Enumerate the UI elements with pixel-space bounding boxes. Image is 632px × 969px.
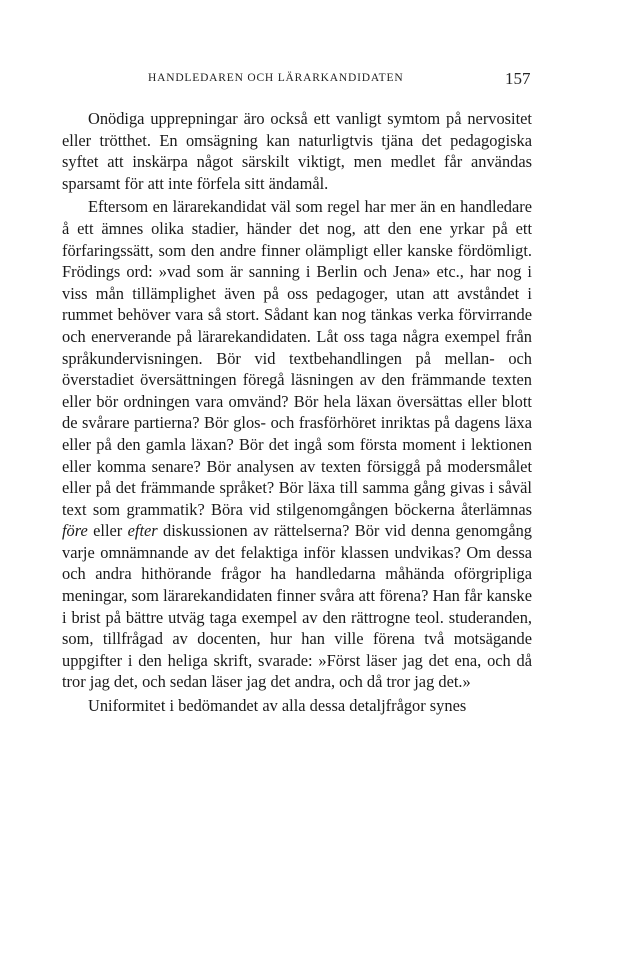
paragraph-text: eller [87, 521, 128, 541]
italic-word: efter [127, 521, 158, 541]
paragraph [62, 196, 532, 693]
page-number: 157 [505, 69, 531, 88]
paragraph-text: diskussionen av rättelserna? Bör vid denna genomgång varje omnämnande av det felaktiga inför klassen undvikas? Om dessa och andra hithörande frågor ha handledarna måhända oförgripliga meningar, som lärarekandidaten finner svåra att förena? Han får kanske i brist på bättre utväg taga exempel av den rättrogne teol. studeranden, som, tillfrågad av docenten, hur han ville förena två motsägande uppgifter i den heliga skrift, svarade: »Först läser jag det ena, och då tror jag det, och sedan läser jag det andra, och då tror jag det.» [62, 521, 533, 692]
paragraph-text: Onödiga upprepningar äro också ett vanligt symtom på nervositet eller trötthet. En omsägning kan naturligtvis tjäna det pedagogiska syftet att inskärpa något särskilt viktigt, men medlet får användas sparsamt för att inte förfela sitt ändamål. [62, 109, 532, 193]
paragraph-text: Uniformitet i bedömandet av alla dessa detaljfrågor synes [88, 696, 467, 716]
paragraph [62, 108, 532, 194]
running-title: HANDLEDAREN OCH LÄRARKANDIDATEN [148, 72, 404, 84]
body-text [62, 108, 532, 719]
paragraph [62, 695, 532, 717]
paragraph-text: Eftersom en lärarekandidat väl som regel har mer än en handledare å ett ämnes olika stadier, händer det nog, att den ene yrkar på ett förfaringssätt, som den andre finner olämpligt eller kanske fördömligt. Frödings ord: »vad som är sanning i Berlin och Jena» etc., har nog i viss mån tillämplighet även på oss pedagoger, utan att avståndet i rummet behöver vara så stort. Sådant kan nog tänkas verka förvirrande och enerverande på lärarekandidaten. Låt oss taga några exempel från språkundervisningen. Bör vid textbehandlingen på mellan- och överstadiet översättningen föregå läsningen av den främmande texten eller bör ordningen vara omvänd? Bör hela läxan översättas eller blott de svårare partierna? Bör glos- och frasförhöret inriktas på dagens läxa eller på den gamla läxan? Bör det ingå som första moment i lektionen eller komma senare? Bör analysen av texten försiggå på modersmålet eller på det främmande språket? Bör läxa till samma gång givas i såväl text som grammatik? Böra vid stilgenomgången böckerna återlämnas [62, 197, 532, 519]
italic-word: före [62, 521, 88, 541]
running-head [0, 69, 632, 96]
